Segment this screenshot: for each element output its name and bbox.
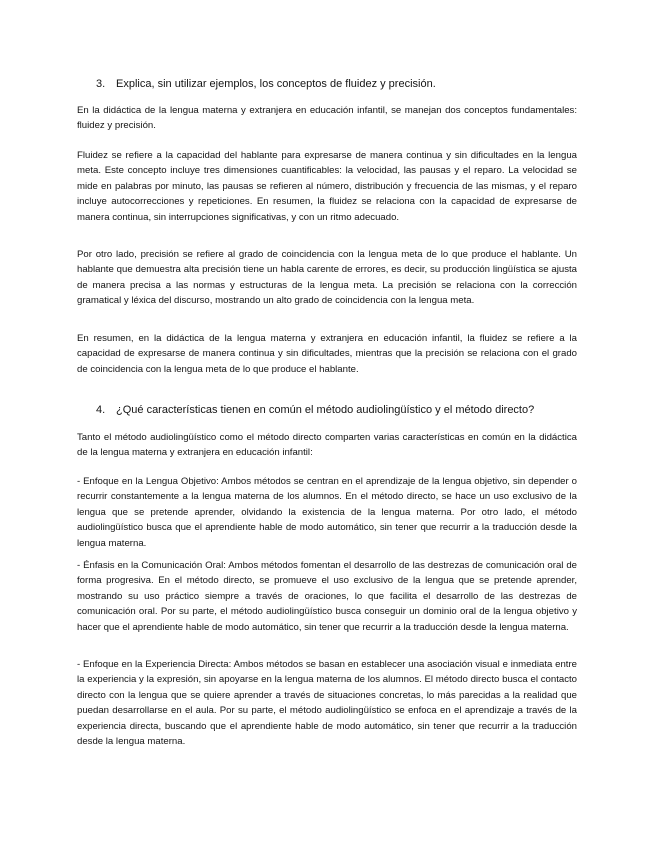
paragraph-summary: En resumen, en la didáctica de la lengua materna y extranjera en educación infantil, la fluidez se refiere a la capacidad de expresarse de manera continua y sin dificultades, mientras que la precisión se relaciona con el grado de coincidencia con la lengua meta de lo que produce el hablante. <box>77 333 577 375</box>
question-3-heading <box>96 77 576 91</box>
paragraph: En la didáctica de la lengua materna y extranjera en educación infantil, se manejan dos conceptos fundamentales: fluidez y precisión. <box>77 105 577 132</box>
paragraph-intro: Tanto el método audiolingüístico como el método directo comparten varias características en común en la didáctica de la lengua materna y extranjera en educación infantil: <box>77 432 577 459</box>
paragraph-fluidez: Fluidez se refiere a la capacidad del hablante para expresarse de manera continua y sin dificultades en la lengua meta. Este concepto incluye tres dimensiones cuantificables: la velocidad, las pausas y el reparo. La velocidad se mide en palabras por minuto, las pausas se refieren al número, distribución y frecuencia de las mismas, y el reparo incluye autocorrecciones y repeticiones. En resumen, la fluidez se relaciona con la capacidad de expresarse de manera continua, sin interrupciones significativas, y con un ritmo adecuado. <box>77 150 577 223</box>
question-text: ¿Qué características tienen en común el método audiolingüístico y el método directo? <box>116 404 535 416</box>
paragraph-lengua-objetivo: - Enfoque en la Lengua Objetivo: Ambos métodos se centran en el aprendizaje de la lengua objetivo, sin depender o recurrir constantemente a la lengua materna de los alumnos. En el método directo, se hace un uso exclusivo de la lengua que se pretende aprender, olvidando la existencia de la lengua materna. Por otro lado, el método audiolingüístico busca que el aprendiente hable de modo automático, sin tener que recurrir a la traducción desde la lengua materna. <box>77 476 577 549</box>
question-number: 3. <box>96 78 106 90</box>
paragraph-precision: Por otro lado, precisión se refiere al grado de coincidencia con la lengua meta de lo que produce el hablante. Un hablante que demuestra alta precisión tiene un habla carente de errores, es decir, su producción lingüística se ajusta de manera precisa a las normas y estructuras de la lengua meta. La precisión se relaciona con la corrección gramatical y léxica del discurso, mostrando un alto grado de coincidencia con la lengua meta. <box>77 249 577 307</box>
question-4-heading <box>96 403 576 417</box>
paragraph-comunicacion-oral: - Énfasis en la Comunicación Oral: Ambos métodos fomentan el desarrollo de las destrezas de comunicación oral de forma progresiva. En el método directo, se promueve el uso exclusivo de la lengua que se pretende aprender, mostrando su uso práctico siempre a través de oraciones, lo que facilita el desarrollo de las destrezas de comunicación oral. Por su parte, el método audiolingüístico busca conseguir un dominio oral de la lengua objetivo y hacer que el aprendiente hable de modo automático, sin tener que recurrir a la traducción desde la lengua materna. <box>77 560 577 633</box>
question-number: 4. <box>96 404 106 416</box>
question-text: Explica, sin utilizar ejemplos, los conceptos de fluidez y precisión. <box>116 78 436 90</box>
paragraph-experiencia-directa: - Enfoque en la Experiencia Directa: Ambos métodos se basan en establecer una asociación visual e inmediata entre la experiencia y la expresión, sin apoyarse en la lengua materna de los alumnos. El método directo busca el contacto directo con la lengua que se quiere aprender a través de situaciones concretas, lo más parecidas a la realidad que puedan desarrollarse en el aula. Por su parte, el método audiolingüístico se enfoca en el aprendizaje a través de la experiencia directa, buscando que el aprendiente hable de modo automático, sin tener que recurrir a la traducción desde la lengua materna. <box>77 659 577 748</box>
